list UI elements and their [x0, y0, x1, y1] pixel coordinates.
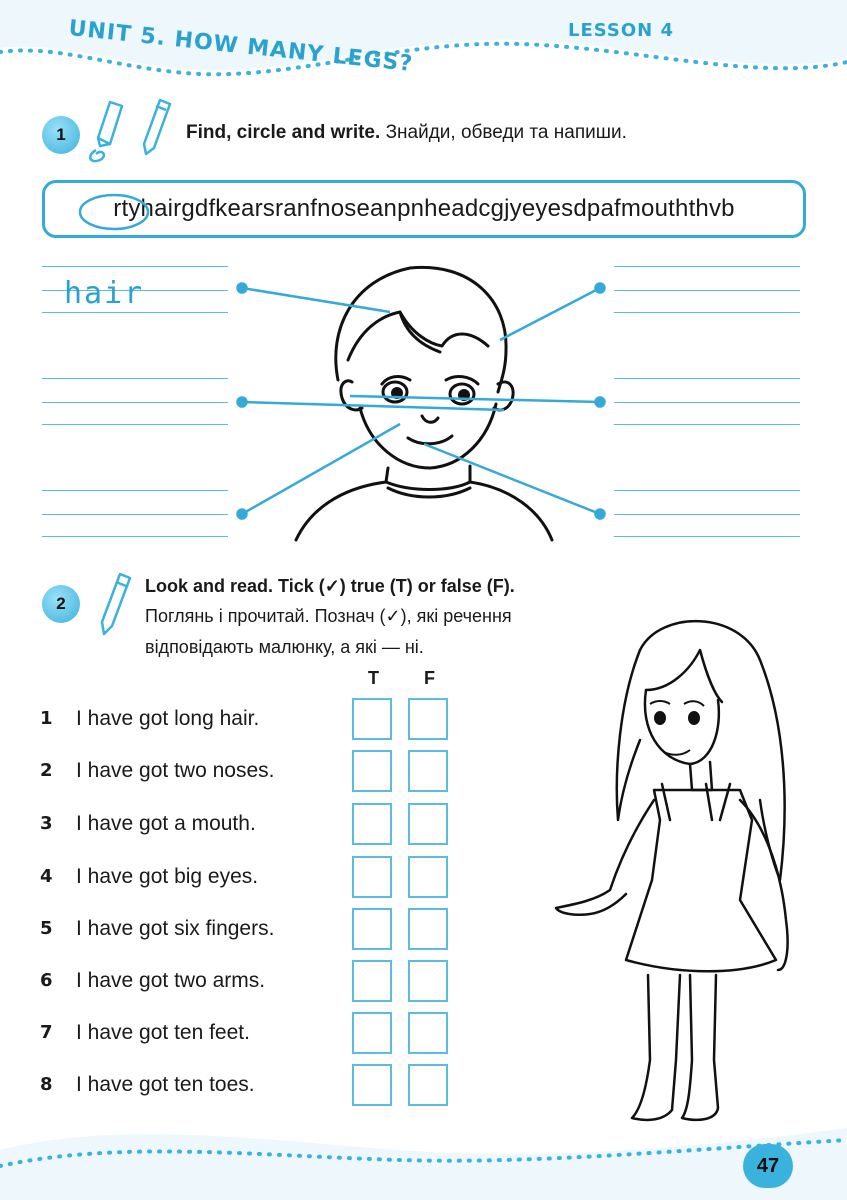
sentence-row: [36, 750, 466, 794]
false-checkbox[interactable]: [408, 803, 448, 845]
false-checkbox[interactable]: [408, 908, 448, 950]
sentence-text: I have got two arms.: [76, 969, 266, 992]
task2-instruction-uk-line2: відповідають малюнку, а які — ні.: [145, 637, 424, 657]
sentence-number: 8: [40, 1074, 53, 1095]
sentence-text: I have got six fingers.: [76, 917, 275, 940]
task1-instruction: [186, 122, 627, 144]
task2-instruction-en: Look and read. Tick (✓) true (T) or false (F).: [145, 576, 515, 596]
true-checkbox[interactable]: [352, 698, 392, 740]
sentence-number: 1: [40, 708, 53, 729]
true-checkbox[interactable]: [352, 1064, 392, 1106]
boy-face-illustration: [0, 250, 847, 550]
sentence-row: [36, 908, 466, 952]
sentence-row: [36, 1012, 466, 1056]
letter-string-box: rtyhairgdfkearsranfnoseanpnheadcgjyeyesdpafmouththvb: [42, 180, 806, 238]
true-checkbox[interactable]: [352, 750, 392, 792]
sentence-number: 7: [40, 1022, 53, 1043]
task1-instruction-en: Find, circle and write.: [186, 122, 381, 143]
girl-illustration: [540, 600, 830, 1130]
false-checkbox[interactable]: [408, 1064, 448, 1106]
sentence-text: I have got a mouth.: [76, 812, 256, 835]
false-checkbox[interactable]: [408, 960, 448, 1002]
false-checkbox[interactable]: [408, 856, 448, 898]
column-true-header: T: [368, 668, 379, 688]
true-checkbox[interactable]: [352, 1012, 392, 1054]
unit-title: UNIT 5. HOW MANY LEGS?: [67, 16, 415, 78]
sentence-number: 3: [40, 813, 53, 834]
sentence-text: I have got two noses.: [76, 759, 275, 782]
false-checkbox[interactable]: [408, 1012, 448, 1054]
task1-number-badge: 1: [42, 116, 80, 154]
true-checkbox[interactable]: [352, 960, 392, 1002]
sentence-number: 5: [40, 918, 53, 939]
sentence-row: [36, 1064, 466, 1108]
sentence-number: 2: [40, 760, 53, 781]
column-false-header: F: [424, 668, 435, 688]
sentence-row: [36, 856, 466, 900]
sentence-text: I have got long hair.: [76, 707, 260, 730]
example-circle: [76, 192, 152, 232]
true-checkbox[interactable]: [352, 803, 392, 845]
example-written-word: hair: [64, 276, 145, 311]
pen-icon: [92, 570, 136, 642]
false-checkbox[interactable]: [408, 750, 448, 792]
footer-wave-band: [0, 1110, 847, 1200]
sentence-row: [36, 960, 466, 1004]
task2-number-badge: 2: [42, 585, 80, 623]
sentence-row: [36, 803, 466, 847]
true-checkbox[interactable]: [352, 856, 392, 898]
task1-instruction-uk: Знайди, обведи та напиши.: [385, 122, 627, 143]
sentence-number: 6: [40, 970, 53, 991]
sentence-row: [36, 698, 466, 742]
pen-icon: [130, 96, 180, 166]
false-checkbox[interactable]: [408, 698, 448, 740]
task2-instruction-uk-line1: Поглянь і прочитай. Познач (✓), які речення: [145, 606, 512, 626]
sentence-text: I have got ten toes.: [76, 1073, 255, 1096]
lesson-label: LESSON 4: [568, 20, 675, 41]
sentence-number: 4: [40, 866, 53, 887]
sentence-text: I have got ten feet.: [76, 1021, 250, 1044]
page-number-badge: 47: [743, 1144, 793, 1188]
sentence-text: I have got big eyes.: [76, 865, 259, 888]
true-checkbox[interactable]: [352, 908, 392, 950]
